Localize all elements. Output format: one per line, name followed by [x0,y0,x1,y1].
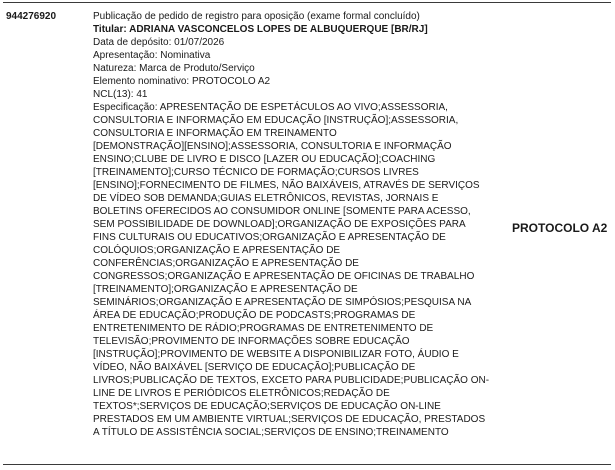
specification-line: Especificação: APRESENTAÇÃO DE ESPETÁCULOS AO VIVO;ASSESSORIA, [93,102,448,113]
specification-line: VÍDEO, NÃO BAIXÁVEL [SERVIÇO DE EDUCAÇÃO];PUBLICAÇÃO DE [93,362,416,373]
publication-type: Publicação de pedido de registro para oposição (exame formal concluído) [93,11,420,22]
specification-line: CONSULTORIA E INFORMAÇÃO EM TREINAMENTO [93,128,337,139]
specification-line: TELEVISÃO;PROVIMENTO DE INFORMAÇÕES SOBRE EDUCAÇÃO [93,336,410,347]
process-number: 944276920 [6,11,57,22]
specification-line: [DEMONSTRAÇÃO][ENSINO];ASSESSORIA, CONSULTORIA E INFORMAÇÃO [93,141,452,152]
mark-nature: Natureza: Marca de Produto/Serviço [93,63,255,74]
specification-line: CONGRESSOS;ORGANIZAÇÃO E APRESENTAÇÃO DE OFICINAS DE TRABALHO [93,271,475,282]
specification-line: ENSINO;CLUBE DE LIVRO E DISCO [LAZER OU EDUCAÇÃO];COACHING [93,154,436,165]
specification-line: ÁREA DE EDUCAÇÃO;PRODUÇÃO DE PODCASTS;PROGRAMAS DE [93,310,416,321]
deposit-date: Data de depósito: 01/07/2026 [93,37,225,48]
nominative-element: Elemento nominativo: PROTOCOLO A2 [93,76,271,87]
specification-line: TEXTOS*;SERVIÇOS DE EDUCAÇÃO;SERVIÇOS DE EDUCAÇÃO ON-LINE [93,401,441,412]
specification-line: FINS CULTURAIS OU EDUCATIVOS;ORGANIZAÇÃO E APRESENTAÇÃO DE [93,232,446,243]
specification-line: PRESTADOS EM UM AMBIENTE VIRTUAL;SERVIÇOS DE EDUCAÇÃO, PRESTADOS [93,414,486,425]
specification-line: SEM POSSIBILIDADE DE DOWNLOAD];ORGANIZAÇÃO DE EXPOSIÇÕES PARA [93,219,466,230]
specification-text [93,101,489,439]
specification-line: A TÍTULO DE ASSISTÊNCIA SOCIAL;SERVIÇOS DE ENSINO;TREINAMENTO [93,427,449,438]
top-divider [3,2,611,3]
specification-line: LIVROS;PUBLICAÇÃO DE TEXTOS, EXCETO PARA PUBLICIDADE;PUBLICAÇÃO ON- [93,375,490,386]
specification-line: DE VÍDEO SOB DEMANDA;GUIAS ELETRÔNICOS, REVISTAS, JORNAIS E [93,193,439,204]
specification-line: BOLETINS OFERECIDOS AO CONSUMIDOR ONLINE [SOMENTE PARA ACESSO, [93,206,471,217]
ncl-class: NCL(13): 41 [93,89,148,100]
publication-entry [93,10,493,439]
specification-line: COLÓQUIOS;ORGANIZAÇÃO E APRESENTAÇÃO DE [93,245,341,256]
presentation-type: Apresentação: Nominativa [93,50,211,61]
specification-line: [TREINAMENTO];ORGANIZAÇÃO E APRESENTAÇÃO DE [93,284,358,295]
specification-line: CONFERÊNCIAS;ORGANIZAÇÃO E APRESENTAÇÃO DE [93,258,359,269]
specification-line: [TREINAMENTO];CURSO TÉCNICO DE FORMAÇÃO;CURSOS LIVRES [93,167,419,178]
specification-line: [INSTRUÇÃO];PROVIMENTO DE WEBSITE A DISPONIBILIZAR FOTO, ÁUDIO E [93,349,459,360]
specification-line: ENTRETENIMENTO DE RÁDIO;PROGRAMAS DE ENTRETENIMENTO DE [93,323,434,334]
bottom-divider [3,464,611,465]
specification-line: SEMINÁRIOS;ORGANIZAÇÃO E APRESENTAÇÃO DE SIMPÓSIOS;PESQUISA NA [93,297,472,308]
mark-name: PROTOCOLO A2 [512,221,608,235]
specification-line: [ENSINO];FORNECIMENTO DE FILMES, NÃO BAIXÁVEIS, ATRAVÉS DE SERVIÇOS [93,180,480,191]
titular-line: Titular: ADRIANA VASCONCELOS LOPES DE ALBUQUERQUE [BR/RJ] [93,24,428,35]
specification-line: LINE DE LIVROS E PERIÓDICOS ELETRÔNICOS;REDAÇÃO DE [93,388,390,399]
specification-line: CONSULTORIA E INFORMAÇÃO EM EDUCAÇÃO [INSTRUÇÃO];ASSESSORIA, [93,115,459,126]
